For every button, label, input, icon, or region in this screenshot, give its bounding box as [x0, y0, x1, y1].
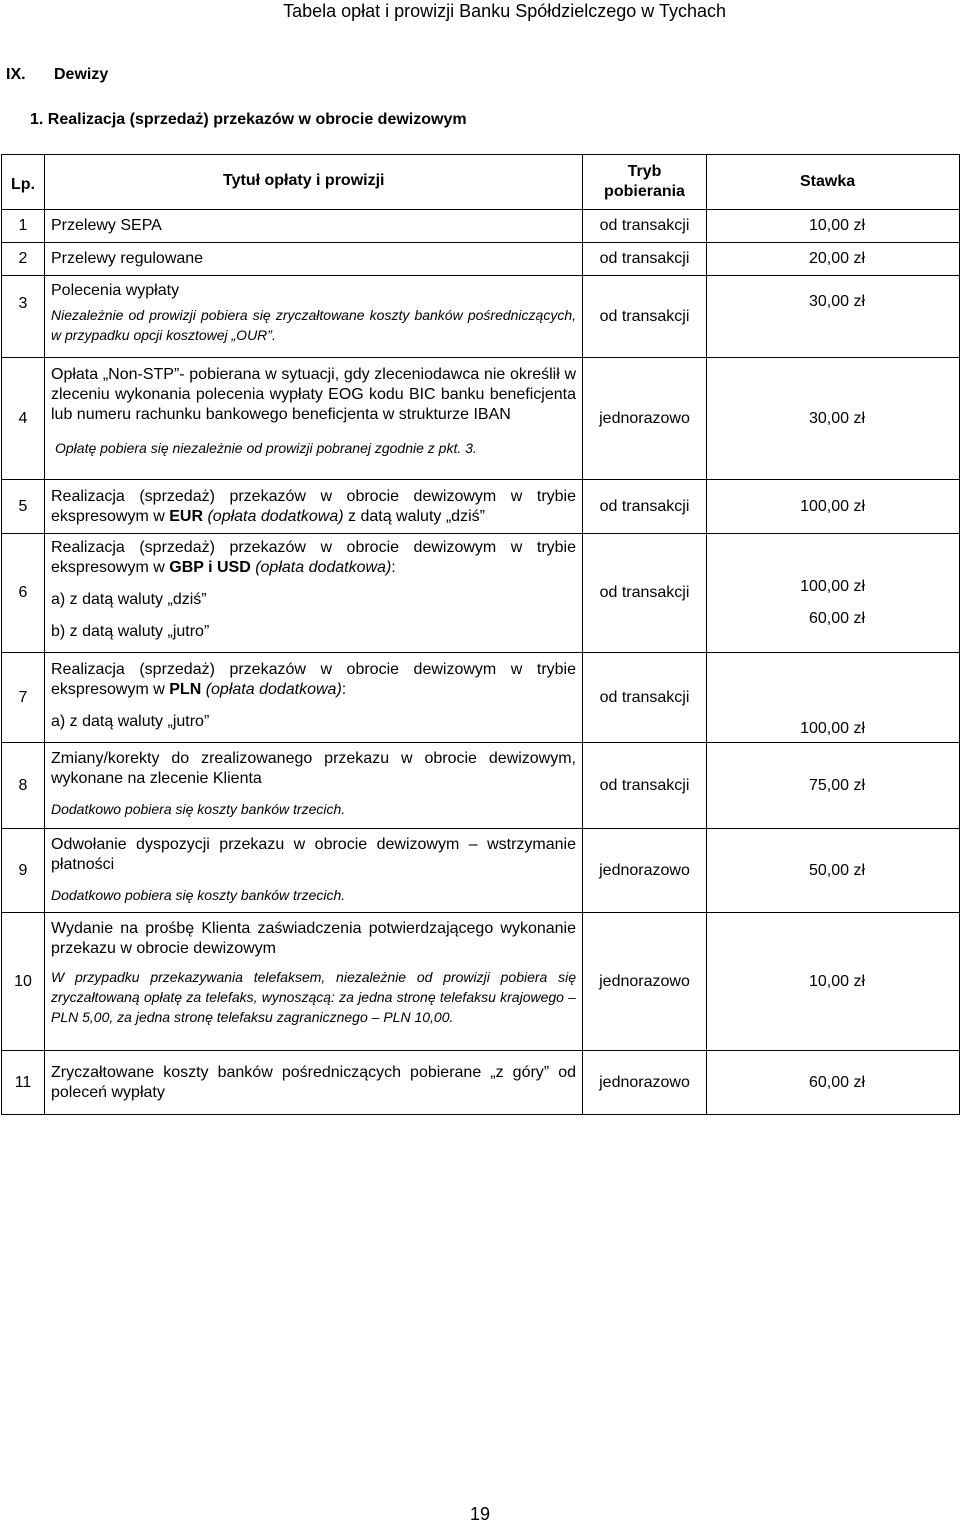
row-lp: 2 — [2, 243, 45, 276]
row-lp: 3 — [2, 276, 45, 358]
row-lp: 5 — [2, 480, 45, 534]
row-title: Opłata „Non-STP”- pobierana w sytuacji, gdy zleceniodawca nie określił w zleceniu wykonania polecenia wypłaty EOG kodu BIC banku beneficjenta lub numeru rachunku bankowego beneficjenta w strukturze IBAN — [51, 366, 576, 423]
row-rate: 50,00 zł — [707, 829, 960, 913]
row-title-cell — [45, 743, 583, 829]
row-mode: od transakcji — [583, 743, 707, 829]
row-title-text: Realizacja (sprzedaż) przekazów w obrocie dewizowym w trybie ekspresowym w — [51, 539, 576, 576]
row-lp: 8 — [2, 743, 45, 829]
subsection-heading: 1. Realizacja (sprzedaż) przekazów w obrocie dewizowym — [30, 111, 467, 128]
row-title-cell — [45, 653, 583, 743]
row-title: Przelewy regulowane — [45, 243, 583, 276]
row-note: Opłatę pobiera się niezależnie od prowizji pobranej zgodnie z pkt. 3. — [55, 440, 477, 456]
row-rate: 30,00 zł — [707, 276, 960, 358]
row-lp: 1 — [2, 210, 45, 243]
row-title — [51, 538, 576, 578]
row-title-cell — [45, 534, 583, 653]
row-rate: 100,00 zł — [707, 653, 960, 743]
row-mode: od transakcji — [583, 276, 707, 358]
row-title-suffix: : — [391, 559, 396, 576]
row-title-text: Realizacja (sprzedaż) przekazów w obrocie dewizowym w trybie ekspresowym w — [51, 487, 576, 525]
section-number: IX. — [6, 66, 26, 83]
table-row — [2, 743, 960, 829]
row-rate: 100,00 zł — [707, 480, 960, 534]
row-note: Niezależnie od prowizji pobiera się zryczałtowane koszty banków pośredniczących, w przypadku opcji kosztowej „OUR”. — [51, 307, 576, 343]
row-mode: od transakcji — [583, 210, 707, 243]
header-rate: Stawka — [707, 155, 960, 210]
table-row — [2, 1051, 960, 1115]
row-title: Wydanie na prośbę Klienta zaświadczenia potwierdzającego wykonanie przekazu w obrocie dewizowym — [51, 920, 576, 957]
row-title-cell — [45, 480, 583, 534]
row-title: Odwołanie dyspozycji przekazu w obrocie dewizowym – wstrzymanie płatności — [51, 836, 576, 873]
section-title: Dewizy — [54, 66, 109, 83]
row-mode: od transakcji — [583, 653, 707, 743]
table-row — [2, 276, 960, 358]
table-row — [2, 653, 960, 743]
row-rate: 20,00 zł — [707, 243, 960, 276]
row-mode: od transakcji — [583, 243, 707, 276]
row-title-suffix: : — [341, 681, 347, 698]
row-title-text: Realizacja (sprzedaż) przekazów w obrocie dewizowym w trybie ekspresowym w — [51, 661, 576, 698]
row-rate: 10,00 zł — [707, 913, 960, 1051]
row-lp: 6 — [2, 534, 45, 653]
table-header-row — [2, 155, 960, 210]
header-mode-line2: pobierania — [604, 183, 685, 200]
row-rate: 30,00 zł — [707, 358, 960, 480]
row-title-suffix: z datą waluty „dziś” — [343, 507, 485, 525]
row-mode: od transakcji — [583, 480, 707, 534]
table-row — [2, 534, 960, 653]
row-note: Dodatkowo pobiera się koszty banków trzecich. — [51, 887, 346, 903]
document-header: Tabela opłat i prowizji Banku Spółdzielczego w Tychach — [283, 1, 726, 21]
row-title-currency: EUR — [169, 507, 204, 525]
row-title-currency: GBP i USD — [169, 559, 251, 576]
row-title-extra: (opłata dodatkowa) — [250, 559, 392, 576]
fees-table — [1, 154, 960, 1115]
header-lp: Lp. — [2, 155, 45, 210]
section-heading — [6, 66, 108, 84]
row-title — [51, 487, 576, 527]
row-mode: jednorazowo — [583, 829, 707, 913]
row-title-currency: PLN — [169, 681, 202, 698]
row-title: Polecenia wypłaty — [51, 282, 180, 299]
row-mode: jednorazowo — [583, 913, 707, 1051]
row-title: Przelewy SEPA — [45, 210, 583, 243]
table-row — [2, 358, 960, 480]
row-rate-b: 60,00 zł — [808, 610, 865, 627]
row-title-cell — [45, 276, 583, 358]
row-lp: 7 — [2, 653, 45, 743]
row-rate-cell — [707, 534, 960, 653]
table-row — [2, 480, 960, 534]
table-row — [2, 913, 960, 1051]
row-note: Dodatkowo pobiera się koszty banków trzecich. — [51, 801, 346, 817]
row-lp: 11 — [2, 1051, 45, 1115]
row-note: W przypadku przekazywania telefaksem, niezależnie od prowizji pobiera się zryczałtowaną opłatę za telefaks, wynoszącą: za jedna stronę telefaksu krajowego – PLN 5,00, za jedna stronę telefaksu zagranicznego – PLN 10,00. — [51, 969, 576, 1025]
table-row — [2, 829, 960, 913]
row-lp: 4 — [2, 358, 45, 480]
row-rate-a: 100,00 zł — [800, 578, 865, 595]
row-title-extra: (opłata dodatkowa) — [203, 507, 344, 525]
row-title — [51, 660, 576, 700]
row-lp: 9 — [2, 829, 45, 913]
row-rate: 60,00 zł — [707, 1051, 960, 1115]
row-option-a: a) z datą waluty „dziś” — [51, 591, 207, 608]
page-number: 19 — [469, 1504, 491, 1524]
row-title-cell — [45, 358, 583, 480]
row-mode: jednorazowo — [583, 1051, 707, 1115]
row-rate: 10,00 zł — [707, 210, 960, 243]
header-title: Tytuł opłaty i prowizji — [45, 155, 583, 210]
row-title-cell — [45, 913, 583, 1051]
header-mode-line1: Tryb — [627, 163, 662, 180]
row-lp: 10 — [2, 913, 45, 1051]
row-mode: od transakcji — [583, 534, 707, 653]
header-mode — [583, 155, 707, 210]
row-rate: 75,00 zł — [707, 743, 960, 829]
row-title-extra: (opłata dodatkowa) — [201, 681, 342, 698]
row-title: Zryczałtowane koszty banków pośredniczących pobierane „z góry” od poleceń wypłaty — [51, 1063, 576, 1101]
row-title: Zmiany/korekty do zrealizowanego przekazu w obrocie dewizowym, wykonane na zlecenie Klienta — [51, 750, 576, 787]
row-mode: jednorazowo — [583, 358, 707, 480]
table-row — [2, 243, 960, 276]
row-title-cell — [45, 1051, 583, 1115]
row-option-b: b) z datą waluty „jutro” — [51, 623, 210, 640]
table-row — [2, 210, 960, 243]
row-title-cell — [45, 829, 583, 913]
row-option-a: a) z datą waluty „jutro” — [51, 713, 210, 730]
